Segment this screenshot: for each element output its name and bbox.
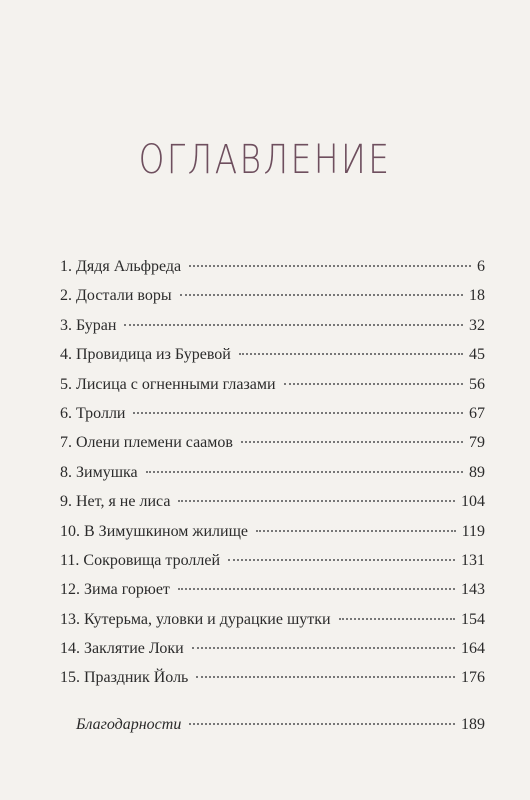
toc-entry-page: 164 [461,640,485,658]
toc-entry-label: 15. Праздник Йоль [60,669,189,687]
toc-entry-page: 56 [469,375,485,393]
toc-entry-page: 45 [469,346,485,364]
toc-entry-15[interactable] [60,663,485,692]
toc-entry-page: 143 [461,581,485,599]
toc-entry-page: 18 [469,287,485,305]
dot-leader [178,500,455,502]
dot-leader [196,676,455,678]
toc-entry-1[interactable] [60,252,485,281]
toc-entry-label: 1. Дядя Альфреда [60,258,182,275]
dot-leader [180,294,463,296]
toc-entry-10[interactable] [60,517,485,546]
toc-entry-page: 89 [469,463,485,481]
toc-entry-label: Благодарности [76,715,182,733]
dot-leader [146,471,463,473]
toc-entry-page: 6 [477,258,485,275]
toc-entry-5[interactable] [60,370,485,399]
toc-entry-label: 4. Провидица из Буревой [60,346,231,364]
toc-entry-page: 104 [461,493,485,511]
toc-entry-page: 119 [461,522,485,540]
toc-entry-page: 79 [469,434,485,452]
toc-entry-label: 5. Лисица с огненными глазами [60,375,276,393]
toc-entry-page: 176 [461,669,485,687]
toc-entry-label: 6. Тролли [60,404,126,422]
table-of-contents [60,252,485,739]
dot-leader [133,412,463,414]
dot-leader [192,647,455,649]
toc-entry-9[interactable] [60,487,485,516]
toc-entry-page: 32 [469,316,485,334]
toc-entry-label: 7. Олени племени саамов [60,434,233,452]
toc-entry-acknowledgements[interactable] [60,710,485,739]
toc-entry-page: 67 [469,404,485,422]
toc-entry-label: 11. Сокровища троллей [60,551,220,569]
toc-entry-6[interactable] [60,399,485,428]
toc-entry-12[interactable] [60,575,485,604]
dot-leader [189,723,455,725]
toc-entry-page: 189 [461,715,485,733]
dot-leader [339,618,455,620]
toc-entry-label: 9. Нет, я не лиса [60,493,171,511]
dot-leader [189,265,471,267]
toc-entry-page: 131 [461,551,485,569]
dot-leader [124,324,463,326]
toc-entry-7[interactable] [60,428,485,457]
dot-leader [256,530,456,532]
toc-entry-3[interactable] [60,311,485,340]
page-title: ОГЛАВЛЕНИЕ [138,137,392,183]
toc-entry-11[interactable] [60,546,485,575]
toc-entry-page: 154 [461,610,485,628]
toc-entry-label: 3. Буран [60,316,117,334]
toc-entry-13[interactable] [60,605,485,634]
toc-entry-4[interactable] [60,340,485,369]
toc-entry-label: 14. Заклятие Локи [60,640,184,658]
dot-leader [239,353,463,355]
dot-leader [178,588,455,590]
dot-leader [284,383,463,385]
toc-entry-label: 12. Зима горюет [60,581,170,599]
dot-leader [241,441,463,443]
toc-entry-label: 2. Достали воры [60,287,172,305]
toc-entry-14[interactable] [60,634,485,663]
toc-entry-label: 10. В Зимушкином жилище [60,522,248,540]
dot-leader [228,559,455,561]
toc-entry-label: 13. Кутерьма, уловки и дурацкие шутки [60,610,331,628]
toc-entry-2[interactable] [60,281,485,310]
toc-entry-label: 8. Зимушка [60,463,138,481]
toc-entry-8[interactable] [60,458,485,487]
